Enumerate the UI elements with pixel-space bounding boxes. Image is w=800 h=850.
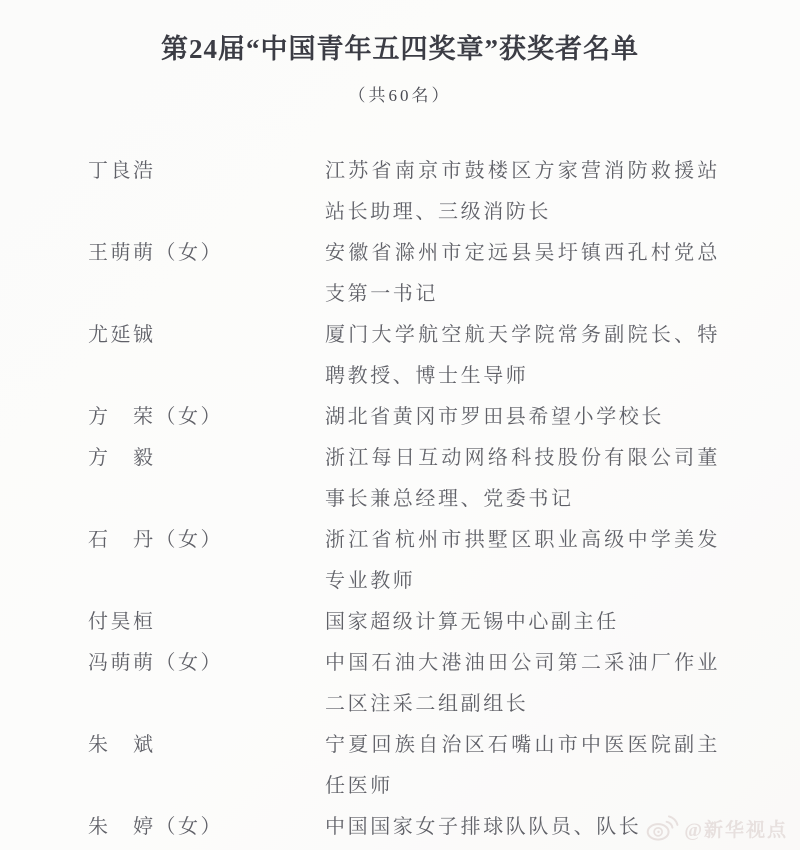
winner-description: 浙江省杭州市拱墅区职业高级中学美发专业教师 [325,529,720,592]
winner-name: 方 毅 [88,447,156,469]
winner-row [88,233,720,315]
winner-name: 朱 斌 [88,734,156,756]
winner-description: 湖北省黄冈市罗田县希望小学校长 [325,406,664,428]
winner-row [88,643,720,725]
weibo-watermark [645,814,788,842]
winner-row [88,397,720,438]
document-title: 第24届“中国青年五四奖章”获奖者名单 [161,34,639,64]
winner-description: 中国石油大港油田公司第二采油厂作业二区注采二组副组长 [325,652,720,715]
winner-row [88,438,720,520]
winner-row [88,725,720,807]
winner-description: 厦门大学航空航天学院常务副院长、特聘教授、博士生导师 [325,324,720,387]
winner-name: 付昊桓 [88,611,156,633]
winner-name: 石 丹（女） [88,529,223,551]
winner-row [88,520,720,602]
winner-description: 宁夏回族自治区石嘴山市中医医院副主任医师 [325,734,720,797]
winner-name: 尤延铖 [88,324,156,346]
winner-list [88,151,720,848]
winner-description: 中国国家女子排球队队员、队长 [325,816,642,838]
winner-description: 浙江每日互动网络科技股份有限公司董事长兼总经理、党委书记 [325,447,720,510]
winner-name: 冯萌萌（女） [88,652,223,674]
winner-name: 丁良浩 [88,160,156,182]
winner-row [88,807,720,848]
winner-name: 王萌萌（女） [88,242,223,264]
watermark-handle: @新华视点 [684,819,788,841]
winner-row [88,151,720,233]
winner-description: 国家超级计算无锡中心副主任 [325,611,619,633]
winner-name: 朱 婷（女） [88,816,223,838]
winner-row [88,602,720,643]
winner-row [88,315,720,397]
document-subtitle: （共60名） [348,86,452,105]
winner-name: 方 荣（女） [88,406,223,428]
winner-description: 安徽省滁州市定远县吴圩镇西孔村党总支第一书记 [325,242,720,305]
winner-description: 江苏省南京市鼓楼区方家营消防救援站站长助理、三级消防长 [325,160,720,223]
weibo-icon [645,814,679,842]
